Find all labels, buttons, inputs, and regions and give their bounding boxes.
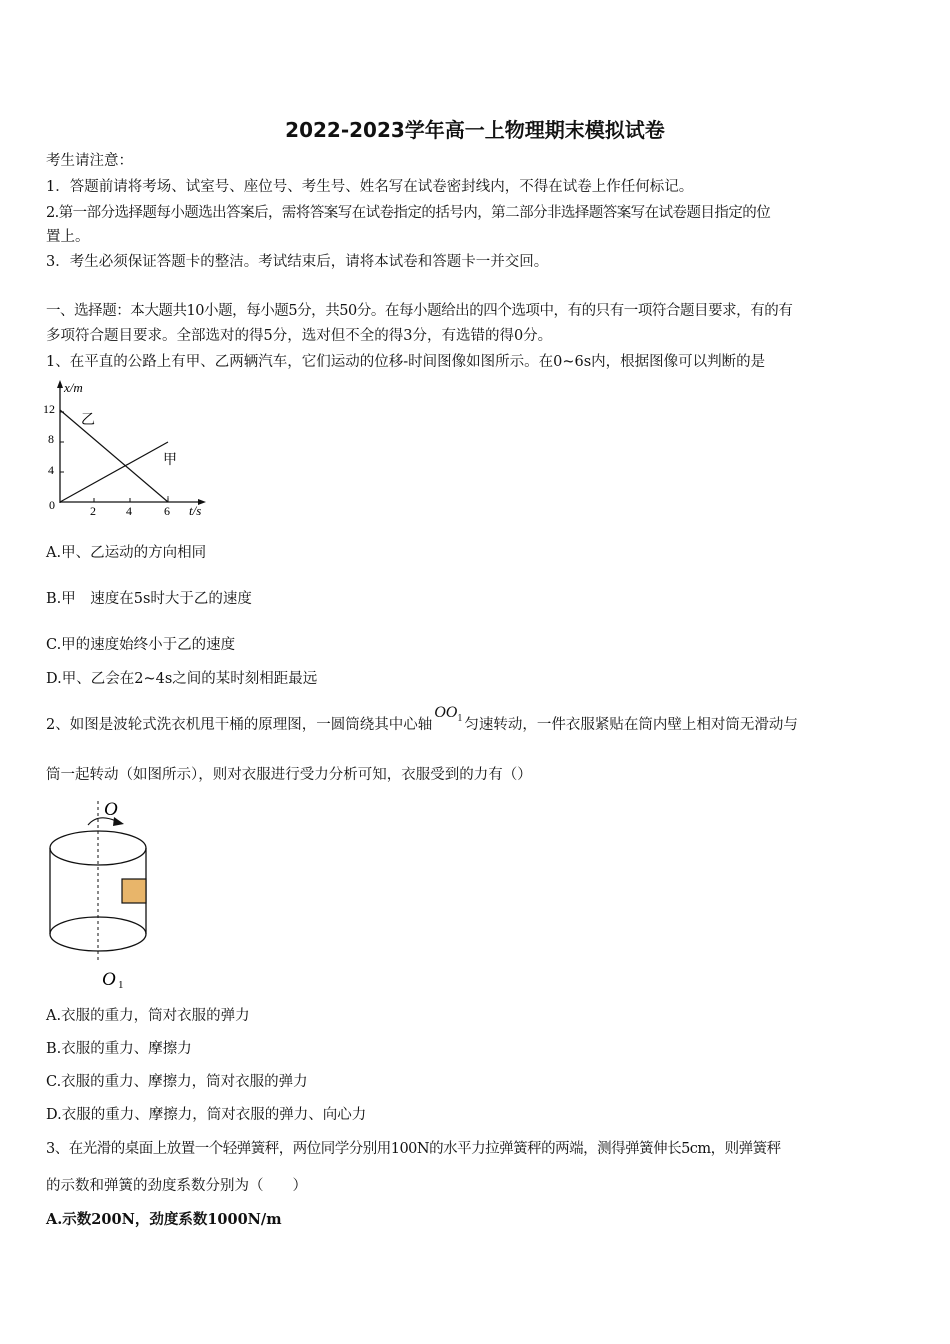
x-tick-label-6: 6 bbox=[164, 504, 170, 518]
notice-heading: 考生请注意： bbox=[46, 153, 133, 169]
section-instructions-line-1: 一、选择题：本大题共10小题，每小题5分，共50分。在每小题给出的四个选项中，有的只有一项符合题目要求，有的有 bbox=[46, 303, 793, 319]
q1-option-d: D.甲、乙会在2~4s之间的某时刻相距最远 bbox=[46, 671, 318, 687]
notice-line-2: 2.第一部分选择题每小题选出答案后，需将答案写在试卷指定的括号内，第二部分非选择题答案写在试卷题目指定的位 bbox=[46, 205, 771, 221]
line-yi bbox=[60, 410, 168, 502]
label-jia: 甲 bbox=[163, 453, 177, 468]
q2-option-b: B.衣服的重力、摩擦力 bbox=[46, 1041, 192, 1057]
q2-stem-part-2: 匀速转动，一件衣服紧贴在筒内壁上相对筒无滑动与 bbox=[464, 717, 798, 733]
notice-line-2-cont: 置上。 bbox=[46, 229, 90, 245]
question-3-stem-line-1: 3、在光滑的桌面上放置一个轻弹簧秤，两位同学分别用100N的水平力拉弹簧秤的两端，测得弹簧伸长5cm，则弹簧秤 bbox=[46, 1141, 781, 1157]
clothing-block bbox=[122, 879, 146, 903]
q3-option-a: A.示数200N，劲度系数1000N/m bbox=[46, 1211, 282, 1228]
y-axis-arrow bbox=[57, 380, 63, 388]
q1-position-time-graph bbox=[40, 378, 215, 520]
q2-option-d: D.衣服的重力、摩擦力，筒对衣服的弹力、向心力 bbox=[46, 1107, 367, 1123]
q2-option-a: A.衣服的重力，筒对衣服的弹力 bbox=[46, 1008, 250, 1024]
question-2-stem-line-2: 筒一起转动（如图所示），则对衣服进行受力分析可知，衣服受到的力有（） bbox=[46, 767, 532, 783]
y-tick-label-4: 4 bbox=[48, 463, 54, 477]
origin-label: 0 bbox=[49, 498, 55, 512]
page-title: 2022-2023学年高一上物理期末模拟试卷 bbox=[285, 118, 665, 142]
question-3-stem-line-2: 的示数和弹簧的劲度系数分别为（ ） bbox=[46, 1178, 307, 1194]
x-axis-label: t/s bbox=[189, 503, 202, 518]
label-yi: 乙 bbox=[81, 413, 95, 428]
q2-stem-part-1: 2、如图是波轮式洗衣机甩干桶的原理图，一圆筒绕其中心轴 bbox=[46, 717, 433, 733]
q1-option-b: B.甲 速度在5s时大于乙的速度 bbox=[46, 591, 252, 607]
y-axis-label: x/m bbox=[64, 380, 83, 395]
axis-symbol-letters: OO bbox=[434, 704, 458, 721]
drum-top bbox=[50, 831, 146, 865]
bottom-axis-subscript: 1 bbox=[118, 979, 124, 991]
top-axis-label: O bbox=[104, 799, 118, 820]
axis-symbol-subscript: 1 bbox=[457, 713, 463, 725]
q1-option-c: C.甲的速度始终小于乙的速度 bbox=[46, 637, 236, 653]
notice-line-3: 3．考生必须保证答题卡的整洁。考试结束后，请将本试卷和答题卡一并交回。 bbox=[46, 254, 549, 270]
question-1-stem: 1、在平直的公路上有甲、乙两辆汽车，它们运动的位移-时间图像如图所示。在0~6s内，根据图像可以判断的是 bbox=[46, 354, 766, 370]
q2-drum-figure bbox=[44, 793, 159, 993]
notice-line-1: 1．答题前请将考场、试室号、座位号、考生号、姓名写在试卷密封线内，不得在试卷上作任何标记。 bbox=[46, 179, 694, 195]
axis-symbol bbox=[432, 704, 464, 725]
q2-option-c: C.衣服的重力、摩擦力，筒对衣服的弹力 bbox=[46, 1074, 308, 1090]
y-tick-label-8: 8 bbox=[48, 432, 54, 446]
y-tick-label-12: 12 bbox=[43, 402, 55, 416]
line-jia bbox=[60, 442, 168, 502]
x-tick-label-4: 4 bbox=[126, 504, 132, 518]
question-2-stem-line-1 bbox=[46, 704, 798, 741]
x-tick-label-2: 2 bbox=[90, 504, 96, 518]
q1-option-a: A.甲、乙运动的方向相同 bbox=[46, 545, 207, 561]
bottom-axis-label: O bbox=[102, 969, 116, 990]
section-instructions-line-2: 多项符合题目要求。全部选对的得5分，选对但不全的得3分，有选错的得0分。 bbox=[46, 328, 553, 344]
